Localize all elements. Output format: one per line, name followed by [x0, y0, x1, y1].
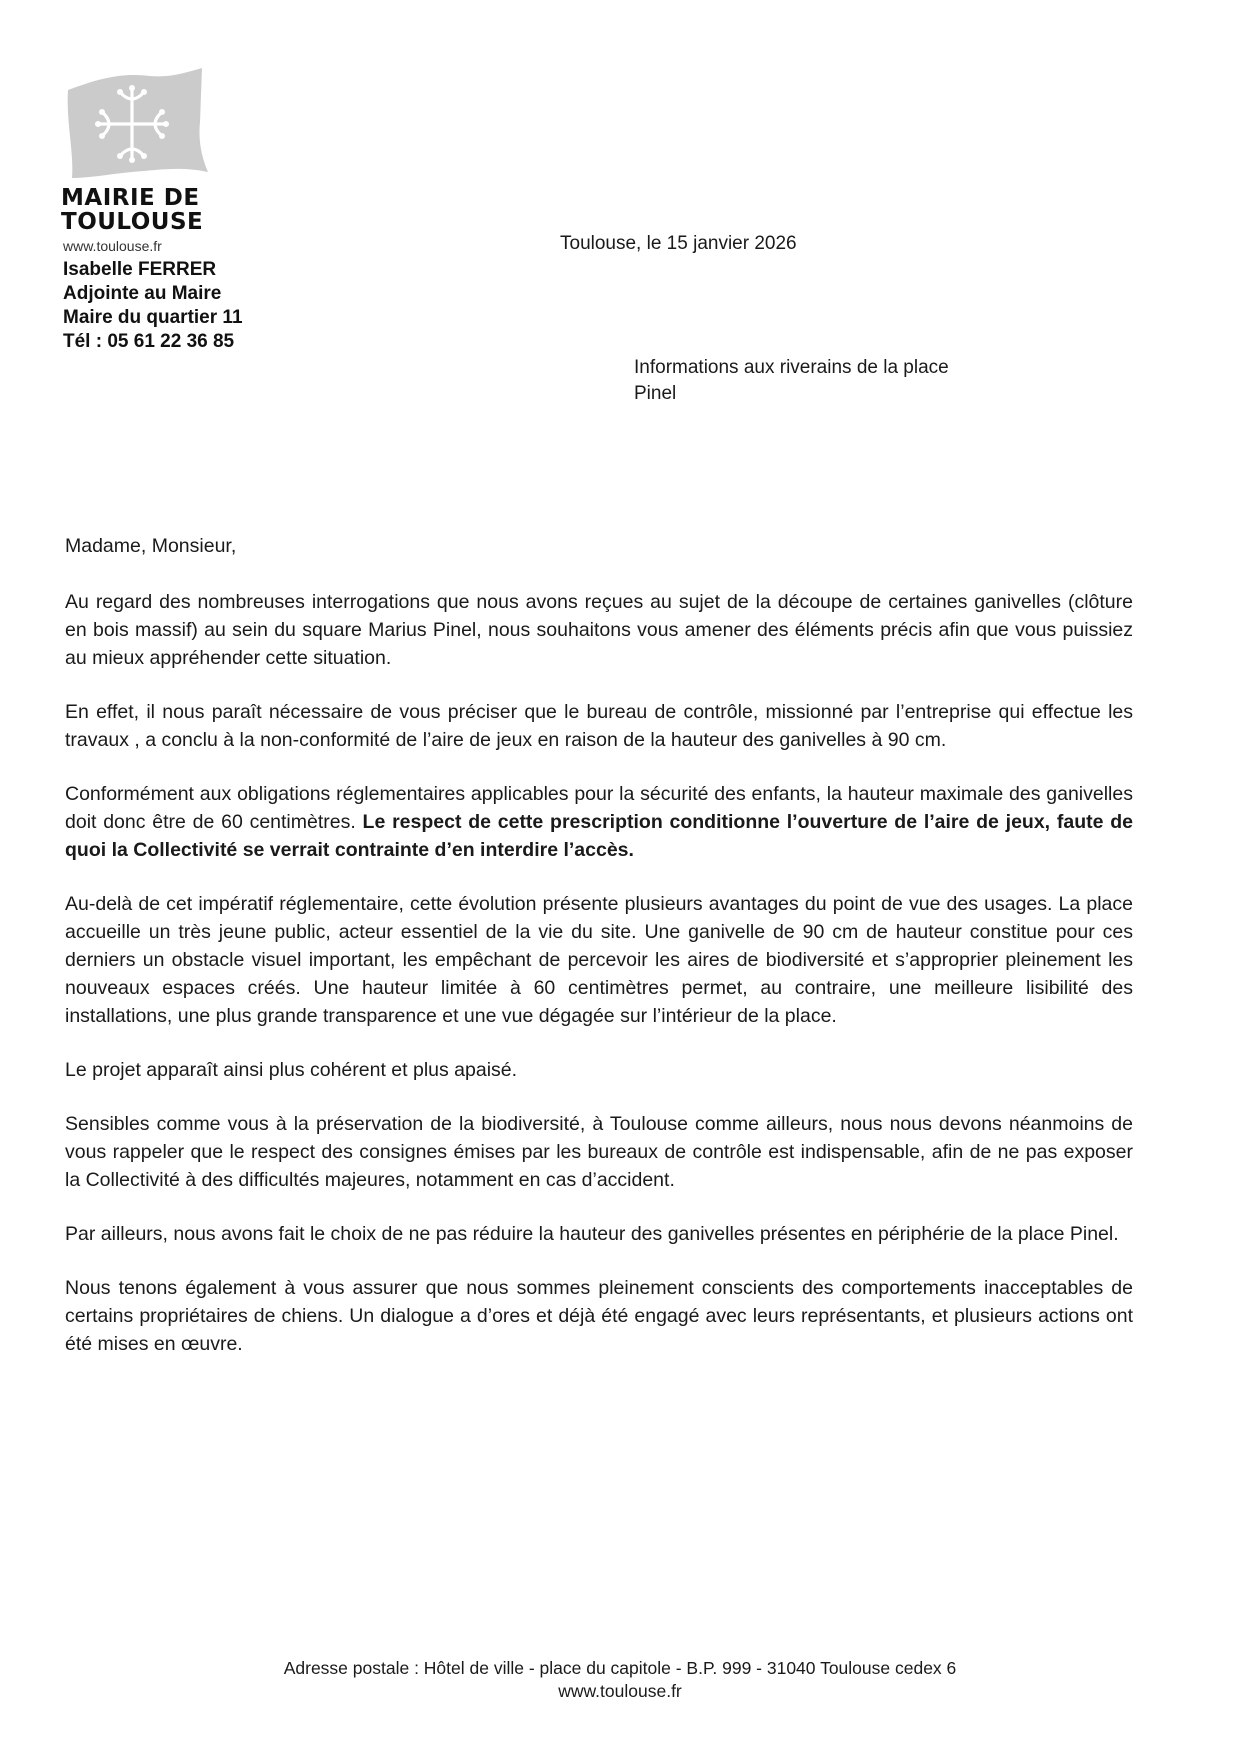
sender-block [63, 258, 243, 354]
paragraph [65, 780, 1133, 864]
org-name-line1: MAIRIE DE [61, 185, 200, 211]
footer-address: Adresse postale : Hôtel de ville - place du capitole - B.P. 999 - 31040 Toulouse cedex 6 [283, 1658, 957, 1678]
paragraph: Par ailleurs, nous avons fait le choix de ne pas réduire la hauteur des ganivelles présentes en périphérie de la place Pinel. [65, 1223, 1119, 1245]
subject-line [634, 355, 1054, 407]
sender-title: Adjointe au Maire [63, 283, 222, 304]
org-url: www.toulouse.fr [63, 238, 162, 254]
paragraph: Sensibles comme vous à la préservation de la biodiversité, à Toulouse comme ailleurs, nous nous devons néanmoins de vous rappeler que le respect des consignes émises par les bureaux de contrôle est indispensable, afin de ne pas exposer la Collectivité à des difficultés majeures, notamment en cas d’accident. [65, 1113, 1133, 1191]
paragraph: Au-delà de cet impératif réglementaire, cette évolution présente plusieurs avantages du point de vue des usages. La place accueille un très jeune public, acteur essentiel de la vie du site. Une ganivelle de 90 cm de hauteur constitue pour ces derniers un obstacle visuel important, les empêchant de percevoir les aires de biodiversité et s’approprier pleinement les nouveaux espaces créés. Une hauteur limitée à 60 centimètres permet, au contraire, une meilleure lisibilité des installations, une plus grande transparence et une vue dégagée sur l’intérieur de la place. [65, 893, 1133, 1027]
date-line: Toulouse, le 15 janvier 2026 [560, 233, 797, 254]
sender-phone: Tél : 05 61 22 36 85 [63, 331, 235, 352]
greeting: Madame, Monsieur, [65, 535, 237, 557]
paragraph: En effet, il nous paraît nécessaire de vous préciser que le bureau de contrôle, missionné par l’entreprise qui effectue les travaux , a conclu à la non-conformité de l’aire de jeux en raison de la hauteur des ganivelles à 90 cm. [65, 701, 1133, 751]
paragraph: Nous tenons également à vous assurer que nous sommes pleinement conscients des comportements inacceptables de certains propriétaires de chiens. Un dialogue a d’ores et déjà été engagé avec leurs représentants, et plusieurs actions ont été mises en œuvre. [65, 1277, 1133, 1355]
subject-line-2: Pinel [634, 383, 677, 404]
subject-line-1: Informations aux riverains de la place [634, 357, 949, 378]
paragraph-text: Conformément aux obligations réglementaires applicables pour la sécurité des enfants, la hauteur maximale des ganivelles doit donc être de 60 centimètres. [65, 783, 1133, 833]
footer-url: www.toulouse.fr [558, 1681, 682, 1701]
footer [0, 1657, 1240, 1703]
paragraph-bold-text: Le respect de cette prescription conditionne l’ouverture de l’aire de jeux, faute de quoi la Collectivité se verrait contrainte d’en interdire l’accès. [65, 811, 1133, 861]
sender-name: Isabelle FERRER [63, 259, 217, 280]
paragraph: Le projet apparaît ainsi plus cohérent et plus apaisé. [65, 1059, 518, 1081]
occitan-cross-flag-icon [60, 62, 210, 182]
org-name [61, 186, 203, 234]
org-name-line2: TOULOUSE [61, 209, 204, 235]
sender-district: Maire du quartier 11 [63, 307, 243, 328]
letter-body [65, 532, 1133, 1384]
paragraph: Au regard des nombreuses interrogations que nous avons reçues au sujet de la découpe de certaines ganivelles (clôture en bois massif) au sein du square Marius Pinel, nous souhaitons vous amener des éléments précis afin que vous puissiez au mieux appréhender cette situation. [65, 591, 1133, 669]
